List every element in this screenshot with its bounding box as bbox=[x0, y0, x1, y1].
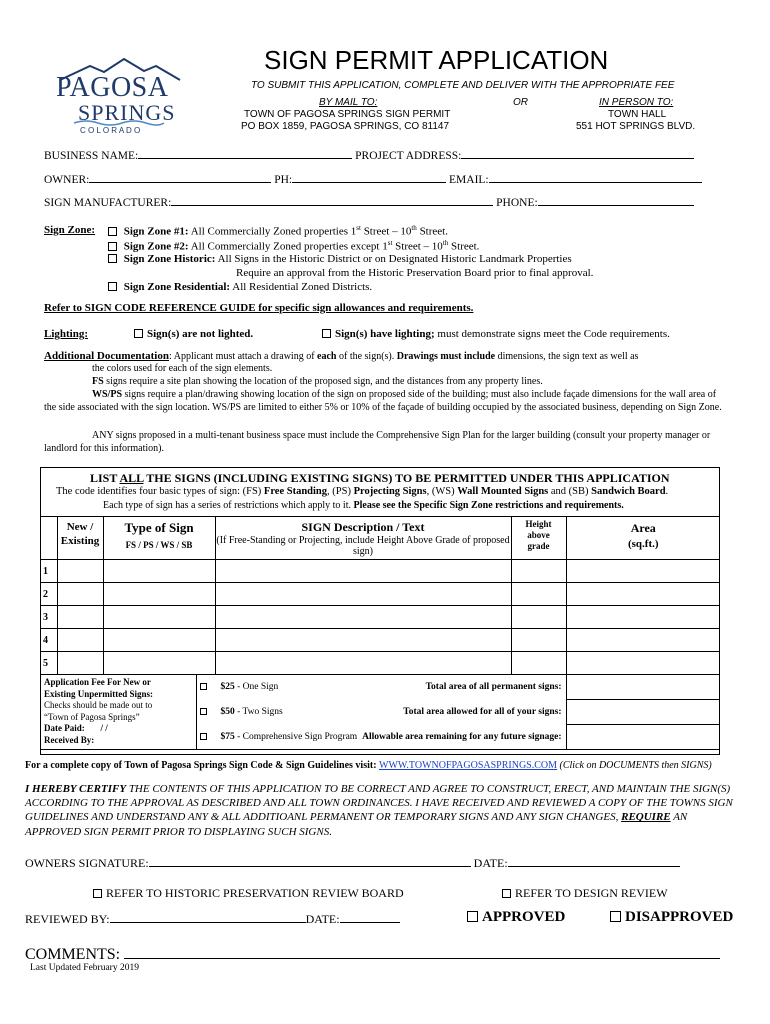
additional-doc-line-2: the colors used for each of the sign elements. bbox=[92, 363, 273, 374]
reference-note: Refer to SIGN CODE REFERENCE GUIDE for specific sign allowances and requirements. bbox=[44, 302, 474, 314]
project-address-label: PROJECT ADDRESS: bbox=[355, 150, 462, 162]
description-cell[interactable] bbox=[215, 583, 511, 606]
review-date-label: DATE: bbox=[305, 912, 340, 926]
project-address-field[interactable] bbox=[461, 149, 694, 159]
owner-row bbox=[44, 173, 702, 186]
total-permanent-cell[interactable] bbox=[566, 675, 720, 700]
mail-label: BY MAIL TO: bbox=[319, 97, 378, 108]
checkbox-icon[interactable] bbox=[93, 889, 102, 898]
area-cell[interactable] bbox=[566, 560, 720, 583]
description-cell[interactable] bbox=[215, 652, 511, 675]
description-cell[interactable] bbox=[215, 606, 511, 629]
header-description: SIGN Description / Text (If Free-Standing or Projecting, include Height Above Grade of proposed sign) bbox=[215, 517, 511, 560]
table-row: 1 bbox=[40, 560, 720, 583]
refer-historic-option[interactable]: REFER TO HISTORIC PRESERVATION REVIEW BOARD bbox=[93, 886, 404, 901]
area-cell[interactable] bbox=[566, 629, 720, 652]
signs-table-header bbox=[40, 517, 720, 560]
height-cell[interactable] bbox=[511, 629, 566, 652]
table-row: 4 bbox=[40, 629, 720, 652]
town-website-link[interactable]: WWW.TOWNOFPAGOSASPRINGS.COM bbox=[379, 760, 558, 771]
table-row: 3 bbox=[40, 606, 720, 629]
in-person-line-2: 551 HOT SPRINGS BLVD. bbox=[576, 121, 696, 132]
checkbox-icon[interactable] bbox=[108, 254, 117, 263]
phone-label: PHONE: bbox=[496, 197, 538, 209]
reviewed-by-row bbox=[25, 912, 400, 927]
comments-label: COMMENTS: bbox=[25, 946, 121, 963]
business-name-field[interactable] bbox=[138, 149, 352, 159]
header-area: Area (sq.ft.) bbox=[566, 517, 720, 560]
checkbox-icon[interactable] bbox=[610, 911, 621, 922]
ph-field[interactable] bbox=[292, 173, 446, 183]
manufacturer-field[interactable] bbox=[171, 196, 493, 206]
logo-colorado: C O L O R A D O bbox=[80, 126, 141, 135]
reviewed-by-field[interactable] bbox=[110, 913, 306, 923]
new-existing-cell[interactable] bbox=[57, 652, 103, 675]
approved-option[interactable]: APPROVED bbox=[467, 909, 565, 926]
owners-signature-field[interactable] bbox=[149, 857, 471, 867]
sign-zone-2-option[interactable]: Sign Zone #2: All Commercially Zoned properties except 1st Street – 10th Street. bbox=[108, 239, 479, 253]
sign-zone-residential-option[interactable]: Sign Zone Residential: All Residential Zoned Districts. bbox=[108, 281, 372, 293]
checkbox-icon[interactable] bbox=[467, 911, 478, 922]
new-existing-cell[interactable] bbox=[57, 560, 103, 583]
manufacturer-label: SIGN MANUFACTURER: bbox=[44, 197, 172, 209]
height-cell[interactable] bbox=[511, 652, 566, 675]
fees-row bbox=[40, 675, 720, 700]
owner-field[interactable] bbox=[89, 173, 271, 183]
town-logo bbox=[52, 58, 187, 138]
height-cell[interactable] bbox=[511, 606, 566, 629]
signs-table-desc-2: Each type of sign has a series of restrictions which apply to it. Please see the Specific Sign Zone restrictions and requirements. bbox=[103, 500, 624, 511]
type-cell[interactable] bbox=[103, 652, 215, 675]
or-label: OR bbox=[513, 97, 528, 108]
fee-option-1[interactable]: $25 - One Sign Total area of all permanent signs: bbox=[196, 675, 566, 700]
checkbox-icon[interactable] bbox=[108, 242, 117, 251]
signs-table-title: LIST ALL THE SIGNS (INCLUDING EXISTING SIGNS) TO BE PERMITTED UNDER THIS APPLICATION bbox=[90, 471, 670, 485]
submit-instructions: TO SUBMIT THIS APPLICATION, COMPLETE AND DELIVER WITH THE APPROPRIATE FEE bbox=[251, 80, 675, 91]
business-name-label: BUSINESS NAME: bbox=[44, 150, 139, 162]
fee-option-3[interactable]: $75 - Comprehensive Sign Program Allowable area remaining for any future signage: bbox=[196, 725, 566, 750]
comments-row bbox=[25, 945, 720, 964]
additional-doc-line-1: Additional Documentation: Applicant must attach a drawing of each of the sign(s). Drawings must include dimensions, the sign text as well as bbox=[44, 350, 639, 362]
area-cell[interactable] bbox=[566, 652, 720, 675]
lighting-label: Lighting: bbox=[44, 328, 89, 340]
review-date-field[interactable] bbox=[340, 913, 400, 923]
fs-requirement: FS signs require a site plan showing the location of the proposed sign, and the distances from any property lines. bbox=[92, 376, 543, 387]
sign-code-copy-line: For a complete copy of Town of Pagosa Springs Sign Code & Sign Guidelines visit: WWW.TOWNOFPAGOSASPRINGS.COM (Click on DOCUMENTS then SIGNS) bbox=[25, 760, 712, 771]
new-existing-cell[interactable] bbox=[57, 629, 103, 652]
header-height: Height above grade bbox=[511, 517, 566, 560]
checkbox-icon[interactable] bbox=[322, 329, 331, 338]
sign-zone-historic-note: Require an approval from the Historic Preservation Board prior to final approval. bbox=[236, 267, 594, 279]
height-cell[interactable] bbox=[511, 560, 566, 583]
signs-table-desc-1: The code identifies four basic types of sign: (FS) Free Standing, (PS) Projecting Signs, (WS) Wall Mounted Signs and (SB) Sandwich Board. bbox=[56, 486, 669, 497]
page-title: SIGN PERMIT APPLICATION bbox=[264, 45, 609, 75]
description-cell[interactable] bbox=[215, 629, 511, 652]
description-cell[interactable] bbox=[215, 560, 511, 583]
sign-zone-label: Sign Zone: bbox=[44, 224, 96, 236]
header-type-of-sign: Type of Sign FS / PS / WS / SB bbox=[103, 517, 215, 560]
checkbox-icon[interactable] bbox=[200, 733, 207, 740]
fee-option-2[interactable]: $50 - Two Signs Total area allowed for all of your signs: bbox=[196, 700, 566, 725]
allowable-remaining-cell[interactable] bbox=[566, 725, 720, 750]
total-allowed-cell[interactable] bbox=[566, 700, 720, 725]
table-row: 5 bbox=[40, 652, 720, 675]
header-new-existing: New / Existing bbox=[57, 517, 103, 560]
checkbox-icon[interactable] bbox=[502, 889, 511, 898]
new-existing-cell[interactable] bbox=[57, 606, 103, 629]
height-cell[interactable] bbox=[511, 583, 566, 606]
type-cell[interactable] bbox=[103, 629, 215, 652]
checkbox-icon[interactable] bbox=[200, 708, 207, 715]
type-cell[interactable] bbox=[103, 606, 215, 629]
checkbox-icon[interactable] bbox=[134, 329, 143, 338]
ph-label: PH: bbox=[274, 174, 293, 186]
type-cell[interactable] bbox=[103, 583, 215, 606]
lighted-option[interactable]: Sign(s) have lighting; must demonstrate signs meet the Code requirements. bbox=[322, 328, 670, 340]
sign-zone-1-option[interactable]: Sign Zone #1: All Commercially Zoned properties 1st Street – 10th Street. bbox=[108, 224, 448, 238]
email-field[interactable] bbox=[489, 173, 702, 183]
checkbox-icon[interactable] bbox=[200, 683, 207, 690]
owners-signature-row bbox=[25, 856, 680, 871]
multi-tenant-requirement: ANY signs proposed in a multi-tenant business space must include the Comprehensive Sign Plan for the larger building (consult your property manager or landlord for this information). bbox=[44, 430, 711, 455]
reviewed-by-label: REVIEWED BY: bbox=[25, 912, 110, 926]
in-person-label: IN PERSON TO: bbox=[599, 97, 674, 108]
owner-label: OWNER: bbox=[44, 174, 90, 186]
wsps-requirement: WS/PS signs require a plan/drawing showing location of the sign on proposed side of the building; must also include façade dimensions for the wall area of the side associated with the sign location. WS/PS are limited to either 5% or 10% of the façade of building occupied by the associated business, depending on Sign Zone. bbox=[44, 389, 722, 414]
fee-info-cell: Application Fee For New or Existing Unpermitted Signs: Checks should be made out to “Town of Pagosa Springs” Date Paid: / / Received By: bbox=[40, 675, 196, 750]
type-cell[interactable] bbox=[103, 560, 215, 583]
signature-date-field[interactable] bbox=[508, 857, 680, 867]
checkbox-icon[interactable] bbox=[108, 282, 117, 291]
in-person-line-1: TOWN HALL bbox=[608, 109, 667, 120]
area-cell[interactable] bbox=[566, 606, 720, 629]
comments-field[interactable] bbox=[124, 945, 720, 959]
header-cell-blank bbox=[40, 517, 57, 560]
signs-table bbox=[40, 516, 720, 750]
signature-date-label: DATE: bbox=[473, 856, 508, 870]
last-updated: Last Updated February 2019 bbox=[30, 963, 139, 973]
new-existing-cell[interactable] bbox=[57, 583, 103, 606]
sign-zone-historic-option[interactable]: Sign Zone Historic: All Signs in the Historic District or on Designated Historic Landmark Properties bbox=[108, 253, 572, 265]
checkbox-icon[interactable] bbox=[108, 227, 117, 236]
certification-statement: I HEREBY CERTIFY THE CONTENTS OF THIS APPLICATION TO BE CORRECT AND AGREE TO CONSTRUCT, ERECT, AND MAINTAIN THE SIGN(S) ACCORDING TO THE APPROVAL AS DESCRIBED AND ALL TOWN ORDINANCES. I HAVE RECEIVED AND REVIEWED A COPY OF THE TOWNS SIGN GUIDELINES AND UNDERSTAND ANY & ALL ADDITIOANL PERMANENT OR TEMPORARY SIGNS AND ANY SIGN CHANGES, REQUIRE AN APPROVED SIGN PERMIT PRIOR TO DISPLAYING SUCH SIGNS. bbox=[25, 783, 733, 838]
email-label: EMAIL: bbox=[449, 174, 489, 186]
logo-springs: SPRINGS bbox=[78, 100, 176, 125]
business-name-row bbox=[44, 149, 694, 162]
mail-line-2: PO BOX 1859, PAGOSA SPRINGS, CO 81147 bbox=[241, 121, 450, 132]
area-cell[interactable] bbox=[566, 583, 720, 606]
phone-field[interactable] bbox=[538, 196, 694, 206]
refer-design-option[interactable]: REFER TO DESIGN REVIEW bbox=[502, 886, 668, 901]
disapproved-option[interactable]: DISAPPROVED bbox=[610, 909, 733, 926]
table-row: 2 bbox=[40, 583, 720, 606]
owners-signature-label: OWNERS SIGNATURE: bbox=[25, 856, 149, 870]
mail-line-1: TOWN OF PAGOSA SPRINGS SIGN PERMIT bbox=[244, 109, 451, 120]
manufacturer-row bbox=[44, 196, 694, 209]
not-lighted-option[interactable]: Sign(s) are not lighted. bbox=[134, 328, 253, 340]
logo-pagosa: PAGOSA bbox=[56, 72, 169, 103]
